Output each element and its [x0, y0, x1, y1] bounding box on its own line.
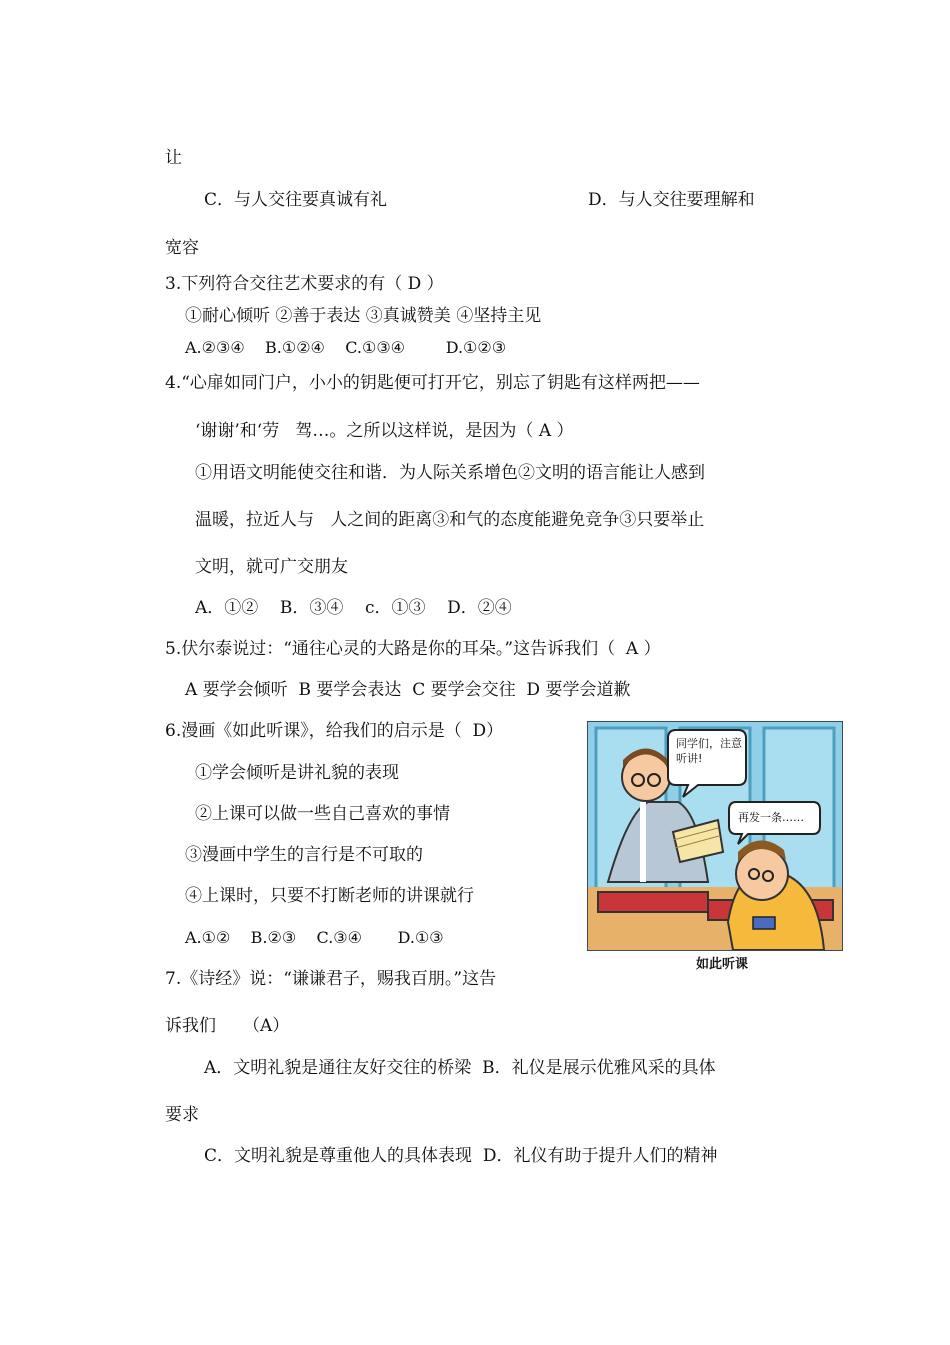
question-6-item-2: ②上课可以做一些自己喜欢的事情: [195, 804, 450, 824]
question-7-stem-cont: 诉我们 （A）: [165, 1016, 290, 1036]
comic-caption: 如此听课: [696, 957, 749, 972]
comic-illustration: [587, 721, 843, 951]
question-7-options-ab: A．文明礼貌是通往友好交往的桥梁 B．礼仪是展示优雅风采的具体: [204, 1058, 716, 1078]
question-4-item-text: 文明，就可广交朋友: [195, 557, 348, 577]
question-4-item-text: 温暖，拉近人与 人之间的距离③和气的态度能避免竞争③只要举止: [195, 510, 705, 530]
text-line: 宽容: [165, 238, 199, 258]
student-speech-bubble-text: 再发一条……: [738, 811, 804, 824]
question-4-stem: 4.“心扉如同门户，小小的钥匙便可打开它，别忘了钥匙有这样两把——: [165, 373, 700, 393]
question-6-stem: 6.漫画《如此听课》，给我们的启示是（ D）: [165, 721, 504, 741]
question-3-items: ①耐心倾听 ②善于表达 ③真诚赞美 ④坚持主见: [185, 306, 542, 326]
question-5-stem: 5.伏尔泰说过：“通往心灵的大路是你的耳朵。”这告诉我们（ A ）: [165, 639, 661, 659]
question-6-item-3: ③漫画中学生的言行是不可取的: [185, 845, 423, 865]
teacher-speech-bubble-text: 同学们，注意听讲!: [676, 737, 742, 765]
question-6-item-1: ①学会倾听是讲礼貌的表现: [195, 763, 399, 783]
question-7-stem: 7.《诗经》说：“谦谦君子，赐我百朋。”这告: [165, 969, 497, 989]
question-5-options: A 要学会倾听 B 要学会表达 C 要学会交往 D 要学会道歉: [185, 680, 631, 700]
question-4-options: A．①② B．③④ c．①③ D．②④: [195, 598, 512, 618]
question-6-item-4: ④上课时，只要不打断老师的讲课就行: [185, 886, 474, 906]
question-4-item-text: ①用语文明能使交往和谐．为人际关系增色②文明的语言能让人感到: [195, 463, 705, 483]
question-6-options: A.①② B.②③ C.③④ D.①③: [185, 928, 444, 947]
option-d-text: D．与人交往要理解和: [588, 190, 755, 210]
question-3-options: A.②③④ B.①②④ C.①③④ D.①②③: [185, 338, 507, 357]
question-3-stem: 3.下列符合交往艺术要求的有（ D ）: [165, 274, 444, 294]
question-4-stem-cont: ‘谢谢’和‘劳 驾…。之所以这样说，是因为（ A ）: [195, 421, 574, 441]
question-7-options-cd: C．文明礼貌是尊重他人的具体表现 D．礼仪有助于提升人们的精神: [204, 1146, 718, 1166]
text-line: 让: [165, 148, 182, 168]
option-c-text: C．与人交往要真诚有礼: [204, 190, 388, 210]
text-line: 要求: [165, 1105, 199, 1125]
